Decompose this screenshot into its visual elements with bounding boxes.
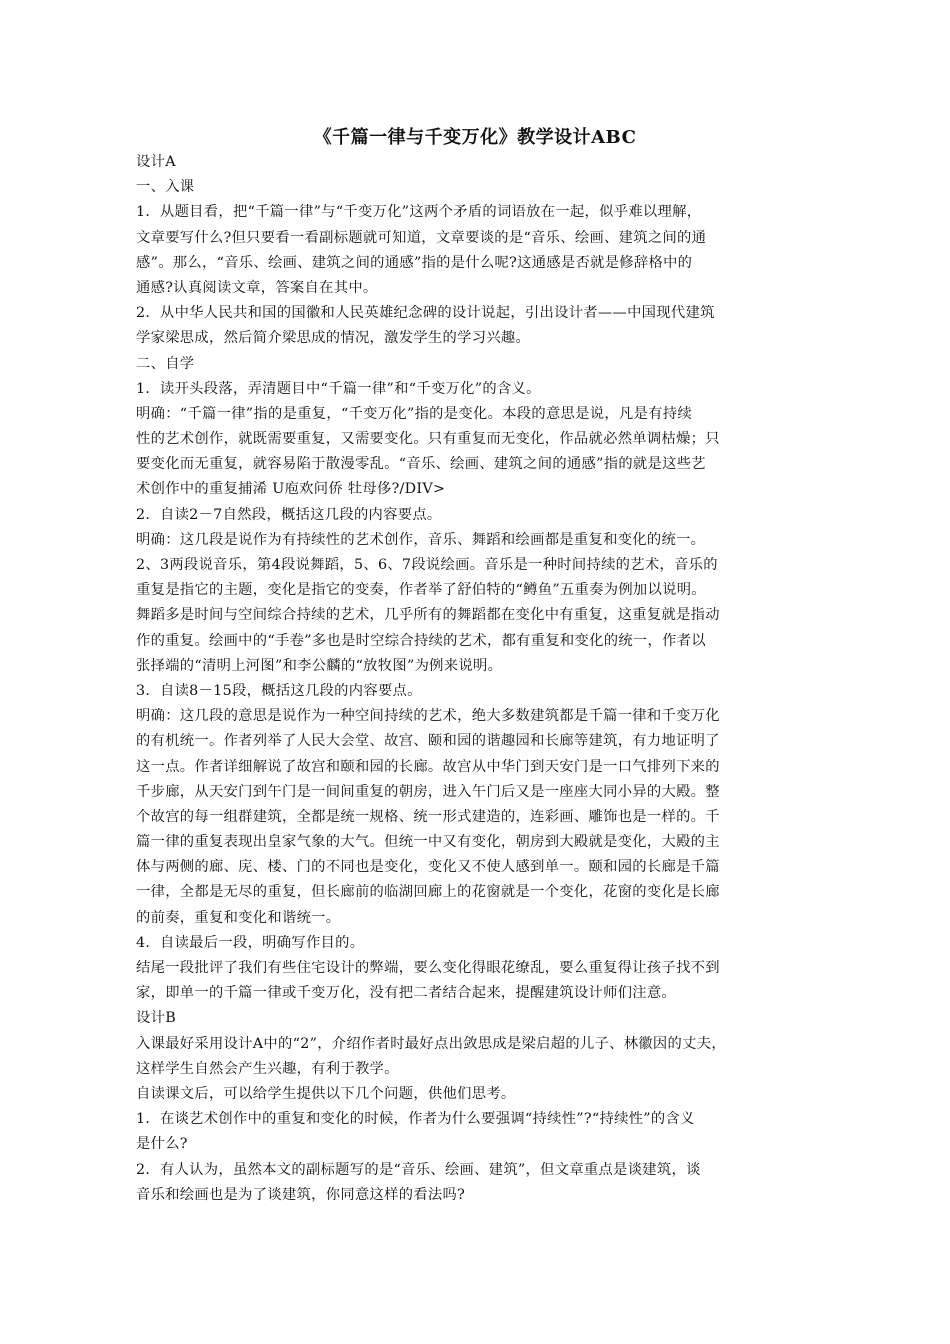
text-line: 篇一律的重复表现出皇家气象的大气。但统一中又有变化，朝房到大殿就是变化，大殿的主 <box>136 834 720 851</box>
text-line: 明确：这几段是说作为有持续性的艺术创作，音乐、舞蹈和绘画都是重复和变化的统一。 <box>136 531 706 548</box>
text-line: 个故宫的每一组群建筑，全都是统一规格、统一形式建造的，连彩画、雕饰也是一样的。千 <box>136 808 720 825</box>
text-line: 作的重复。绘画中的“手卷”多也是时空综合持续的艺术，都有重复和变化的统一，作者以 <box>136 632 706 649</box>
text-line: 1．从题目看，把“千篇一律”与“千变万化”这两个矛盾的词语放在一起，似乎难以理解， <box>136 204 702 221</box>
text-line: 2、3两段说音乐，第4段说舞蹈，5、6、7段说绘画。音乐是一种时间持续的艺术，音乐的 <box>136 557 718 573</box>
text-line: 明确：“千篇一律”指的是重复，“千变万化”指的是变化。本段的意思是说，凡是有持续 <box>136 405 692 422</box>
text-line: 这一点。作者详细解说了故宫和颐和园的长廊。故宫从中华门到天安门是一口气排列下来的 <box>136 758 720 775</box>
text-line: 设计B <box>136 1010 176 1027</box>
text-line: 音乐和绘画也是为了谈建筑，你同意这样的看法吗? <box>136 1186 466 1203</box>
text-line: 2．有人认为，虽然本文的副标题写的是“音乐、绘画、建筑”，但文章重点是谈建筑，谈 <box>136 1161 701 1178</box>
text-line: 张择端的“清明上河图”和李公麟的“放牧图”为例来说明。 <box>136 657 503 674</box>
text-line: 2．从中华人民共和国的国徽和人民英雄纪念碑的设计说起，引出设计者——中国现代建筑 <box>136 305 715 322</box>
document-title: 《千篇一律与千变万化》教学设计ABC <box>313 127 637 148</box>
text-line: 的前奏，重复和变化和谐统一。 <box>136 909 341 926</box>
text-line: 设计A <box>136 154 176 170</box>
text-line: 一律，全都是无尽的重复，但长廊前的临湖回廊上的花窗就是一个变化，花窗的变化是长廊 <box>136 884 720 901</box>
text-line: 4．自读最后一段，明确写作目的。 <box>136 934 365 951</box>
text-line: 1．读开头段落，弄清题目中“千篇一律”和“千变万化”的含义。 <box>136 380 541 397</box>
text-line: 体与两侧的廊、庑、楼、门的不同也是变化，变化又不使人感到单一。颐和园的长廊是千篇 <box>136 859 720 876</box>
text-line: 通感?认真阅读文章，答案自在其中。 <box>136 279 378 296</box>
text-line: 家，即单一的千篇一律或千变万化，没有把二者结合起来，提醒建筑设计师们注意。 <box>136 985 677 1002</box>
text-line: 的有机统一。作者列举了人民大会堂、故宫、颐和园的谐趣园和长廊等建筑，有力地证明了 <box>136 733 720 750</box>
text-line: 千步廊，从天安门到午门是一间间重复的朝房，进入午门后又是一座座大同小异的大殿。整 <box>136 783 720 800</box>
text-line: 舞蹈多是时间与空间综合持续的艺术，几乎所有的舞蹈都在变化中有重复，这重复就是指动 <box>136 607 720 624</box>
text-line: 一、入课 <box>136 179 195 196</box>
text-line: 术创作中的重复捕浠 U庖欢问侨 牡母侈?/DIV> <box>136 481 446 498</box>
text-line: 入课最好采用设计A中的“2”，介绍作者时最好点出敛思成是梁启超的儿子、林徽因的丈夫， <box>136 1035 726 1052</box>
text-line: 明确：这几段的意思是说作为一种空间持续的艺术，绝大多数建筑都是千篇一律和千变万化 <box>136 708 720 725</box>
text-line: 1．在谈艺术创作中的重复和变化的时候，作者为什么要强调“持续性”?“持续性”的含义 <box>136 1111 695 1128</box>
text-line: 3．自读8－15段，概括这几段的内容要点。 <box>136 682 422 699</box>
text-line: 文章要写什么?但只要看一看副标题就可知道，文章要谈的是“音乐、绘画、建筑之间的通 <box>136 229 707 246</box>
text-line: 这样学生自然会产生兴趣，有利于教学。 <box>136 1060 399 1077</box>
text-line: 自读课文后，可以给学生提供以下几个问题，供他们思考。 <box>136 1085 516 1102</box>
text-line: 是什么? <box>136 1136 188 1153</box>
text-line: 结尾一段批评了我们有些住宅设计的弊端，要么变化得眼花缭乱，要么重复得让孩子找不到 <box>136 960 720 976</box>
text-line: 性的艺术创作，就既需要重复，又需要变化。只有重复而无变化，作品就必然单调枯燥；只 <box>136 431 720 448</box>
text-line: 学家梁思成，然后简介梁思成的情况，激发学生的学习兴趣。 <box>136 330 531 347</box>
text-line: 要变化而无重复，就容易陷于散漫零乱。“音乐、绘画、建筑之间的通感”指的就是这些艺 <box>136 456 706 473</box>
text-line: 重复是指它的主题，变化是指它的变奏，作者举了舒伯特的“鳟鱼”五重奏为例加以说明。 <box>136 582 706 599</box>
document-body <box>136 150 836 1208</box>
text-line: 二、自学 <box>136 355 195 372</box>
text-line: 感”。那么，“音乐、绘画、建筑之间的通感”指的是什么呢?这通感是否就是修辞格中的 <box>136 254 693 271</box>
text-line: 2．自读2－7自然段，概括这几段的内容要点。 <box>136 506 442 523</box>
